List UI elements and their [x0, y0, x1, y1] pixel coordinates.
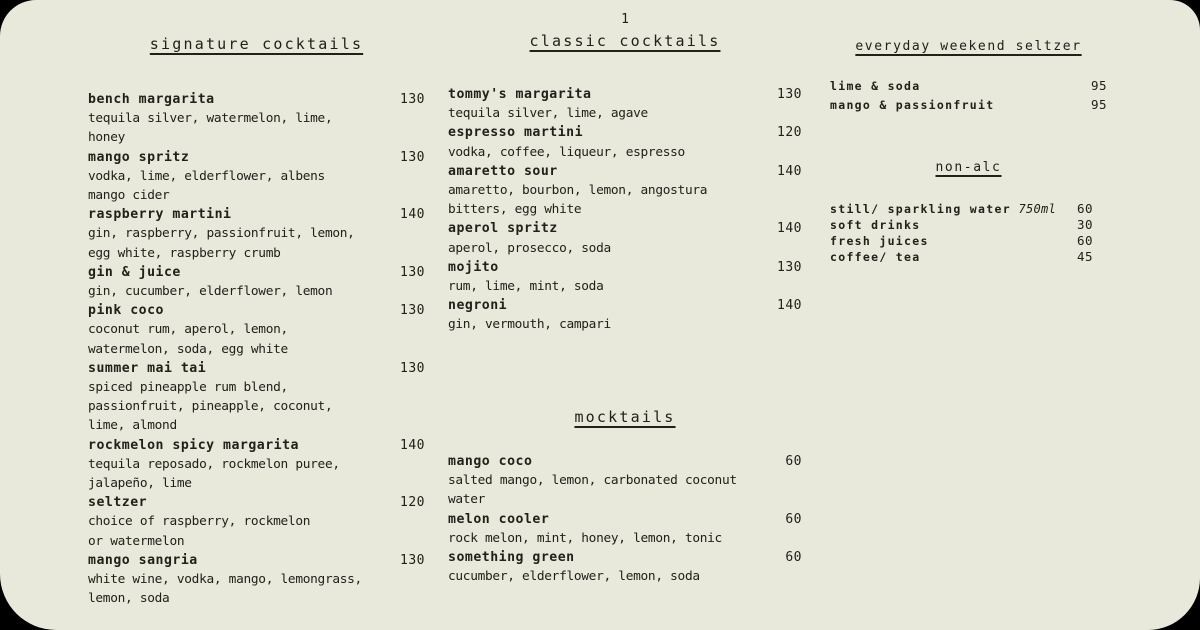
- item-description-line: lime, almond: [88, 418, 177, 434]
- item-name: rockmelon spicy margarita: [88, 437, 299, 453]
- item-name: amaretto sour: [448, 163, 558, 179]
- item-price: 60: [785, 511, 802, 527]
- item-name-row: [448, 548, 802, 567]
- item-name-row: [88, 90, 425, 109]
- item-name-row: [448, 123, 802, 142]
- item-price: 130: [400, 360, 425, 376]
- item-price: 60: [1076, 233, 1093, 248]
- item-price: 95: [1090, 78, 1107, 93]
- item-name-row: [88, 263, 425, 282]
- item-description-line: tequila silver, watermelon, lime,: [88, 111, 333, 127]
- item-description-line: aperol, prosecco, soda: [448, 240, 611, 256]
- menu-item: [88, 551, 425, 609]
- item-price: 60: [785, 550, 802, 566]
- item-description-line: gin, raspberry, passionfruit, lemon,: [88, 226, 355, 242]
- item-price: 140: [400, 437, 425, 453]
- item-name: negroni: [448, 298, 508, 314]
- item-name-row: [448, 162, 802, 181]
- menu-item: [88, 436, 425, 494]
- menu-item: [830, 217, 1107, 233]
- item-description-line: coconut rum, aperol, lemon,: [88, 322, 288, 338]
- item-description-line: rock melon, mint, honey, lemon, tonic: [448, 530, 722, 546]
- item-description-line: cucumber, elderflower, lemon, soda: [448, 569, 700, 585]
- item-description-line: tequila silver, lime, agave: [448, 106, 648, 122]
- menu-item: [88, 148, 425, 206]
- item-name: bench margarita: [88, 92, 215, 107]
- item-name: mango coco: [448, 454, 533, 469]
- item-price: 140: [777, 221, 802, 237]
- item-name-row: [88, 551, 425, 570]
- item-price: 130: [400, 149, 425, 165]
- item-name: gin & juice: [88, 264, 181, 280]
- item-name: aperol spritz: [448, 221, 558, 237]
- item-price: 120: [400, 495, 425, 511]
- section-signature-cocktails: [88, 36, 425, 608]
- menu-item: [448, 548, 802, 586]
- section-everyday-weekend-seltzer: [830, 39, 1107, 114]
- item-price: 130: [400, 303, 425, 319]
- menu-item: [88, 301, 425, 359]
- menu-item: [88, 493, 425, 551]
- item-price: 30: [1076, 217, 1093, 232]
- menu-item: [830, 96, 1107, 115]
- item-description-line: rum, lime, mint, soda: [448, 279, 604, 295]
- seltzer-items-list: [830, 77, 1107, 114]
- item-name-row: [88, 301, 425, 320]
- item-name: pink coco: [88, 303, 164, 319]
- item-name: still/ sparkling water 750ml: [830, 202, 1057, 216]
- item-name-row: [448, 258, 802, 277]
- menu-item: [88, 359, 425, 436]
- menu-item: [448, 296, 802, 334]
- item-name: something green: [448, 550, 575, 566]
- section-title-non-alc: non-alc: [935, 160, 1002, 175]
- item-price: 130: [400, 92, 425, 107]
- item-name: fresh juices: [830, 234, 929, 248]
- item-name-row: [88, 493, 425, 512]
- menu-item: [830, 201, 1107, 217]
- item-volume: 750ml: [1010, 202, 1057, 216]
- item-description-line: gin, cucumber, elderflower, lemon: [88, 284, 333, 300]
- menu-item: [448, 162, 802, 220]
- menu-item: [830, 77, 1107, 96]
- item-name-row: [830, 96, 1107, 115]
- item-description-line: spiced pineapple rum blend,: [88, 380, 288, 396]
- section-title-classic-cocktails: classic cocktails: [529, 32, 721, 50]
- section-classic-cocktails: [448, 12, 802, 335]
- item-name-row: [88, 205, 425, 224]
- item-price: 130: [400, 264, 425, 280]
- item-name: espresso martini: [448, 125, 584, 141]
- item-description-line: jalapeño, lime: [88, 476, 192, 492]
- item-description-line: amaretto, bourbon, lemon, angostura: [448, 183, 708, 199]
- item-description-line: honey: [88, 130, 126, 146]
- item-description-line: bitters, egg white: [448, 202, 582, 218]
- item-name: mojito: [448, 259, 499, 275]
- item-name-row: [448, 219, 802, 238]
- non-alc-items-list: [830, 201, 1107, 265]
- item-name-row: [830, 217, 1107, 233]
- item-description-line: salted mango, lemon, carbonated coconut: [448, 473, 737, 489]
- menu-item: [830, 249, 1107, 265]
- item-description-line: passionfruit, pineapple, coconut,: [88, 399, 333, 415]
- item-name: mango sangria: [88, 552, 198, 568]
- item-description-line: tequila reposado, rockmelon puree,: [88, 456, 340, 472]
- item-name-row: [448, 296, 802, 315]
- page-number: 1: [621, 12, 629, 27]
- item-price: 140: [777, 163, 802, 179]
- item-name: tommy's margarita: [448, 87, 592, 102]
- item-description-line: watermelon, soda, egg white: [88, 341, 288, 357]
- item-name-row: [830, 77, 1107, 96]
- section-title-signature-cocktails: signature cocktails: [149, 35, 364, 53]
- item-description-line: egg white, raspberry crumb: [88, 245, 281, 261]
- item-name: summer mai tai: [88, 360, 207, 376]
- classic-items-list: [448, 85, 802, 335]
- item-description-line: vodka, coffee, liqueur, espresso: [448, 144, 685, 160]
- item-description-line: mango cider: [88, 188, 170, 204]
- menu-item: [88, 205, 425, 263]
- item-name: raspberry martini: [88, 207, 232, 223]
- item-description-line: gin, vermouth, campari: [448, 317, 611, 333]
- menu-item: [830, 233, 1107, 249]
- menu-item: [448, 510, 802, 548]
- item-price: 45: [1076, 249, 1093, 264]
- item-name-row: [88, 359, 425, 378]
- item-name-row: [88, 148, 425, 167]
- item-description-line: or watermelon: [88, 533, 185, 549]
- section-non-alc: [830, 160, 1107, 265]
- item-name-row: [830, 201, 1107, 217]
- menu-item: [88, 90, 425, 148]
- item-description-line: water: [448, 492, 486, 508]
- item-description-line: choice of raspberry, rockmelon: [88, 514, 311, 530]
- menu-item: [448, 258, 802, 296]
- item-name: melon cooler: [448, 511, 550, 527]
- section-title-everyday-weekend-seltzer: everyday weekend seltzer: [855, 39, 1082, 54]
- item-name-row: [448, 510, 802, 529]
- item-price: 140: [400, 207, 425, 223]
- item-price: 130: [777, 259, 802, 275]
- item-description-line: lemon, soda: [88, 591, 170, 607]
- item-name-row: [88, 436, 425, 455]
- item-name: coffee/ tea: [830, 250, 921, 264]
- item-name: soft drinks: [830, 218, 921, 232]
- item-price: 95: [1090, 96, 1107, 112]
- menu-item: [448, 219, 802, 257]
- item-name: seltzer: [88, 495, 148, 511]
- item-name: mango & passionfruit: [830, 97, 995, 112]
- item-name-row: [830, 249, 1107, 265]
- item-name-row: [448, 85, 802, 104]
- item-description-line: white wine, vodka, mango, lemongrass,: [88, 572, 362, 588]
- item-name-row: [830, 233, 1107, 249]
- section-mocktails: [448, 409, 802, 586]
- menu-item: [448, 85, 802, 123]
- menu-item: [88, 263, 425, 301]
- item-price: 140: [777, 298, 802, 314]
- menu-item: [448, 452, 802, 510]
- item-price: 130: [777, 87, 802, 102]
- signature-items-list: [88, 90, 425, 608]
- mocktails-items-list: [448, 452, 802, 586]
- item-price: 120: [777, 125, 802, 141]
- item-name-row: [448, 452, 802, 471]
- section-title-mocktails: mocktails: [574, 408, 676, 426]
- item-price: 130: [400, 552, 425, 568]
- menu-item: [448, 123, 802, 161]
- item-name: mango spritz: [88, 149, 190, 165]
- item-price: 60: [1076, 201, 1093, 216]
- item-price: 60: [785, 454, 802, 469]
- item-description-line: vodka, lime, elderflower, albens: [88, 168, 325, 184]
- item-name: lime & soda: [830, 79, 921, 93]
